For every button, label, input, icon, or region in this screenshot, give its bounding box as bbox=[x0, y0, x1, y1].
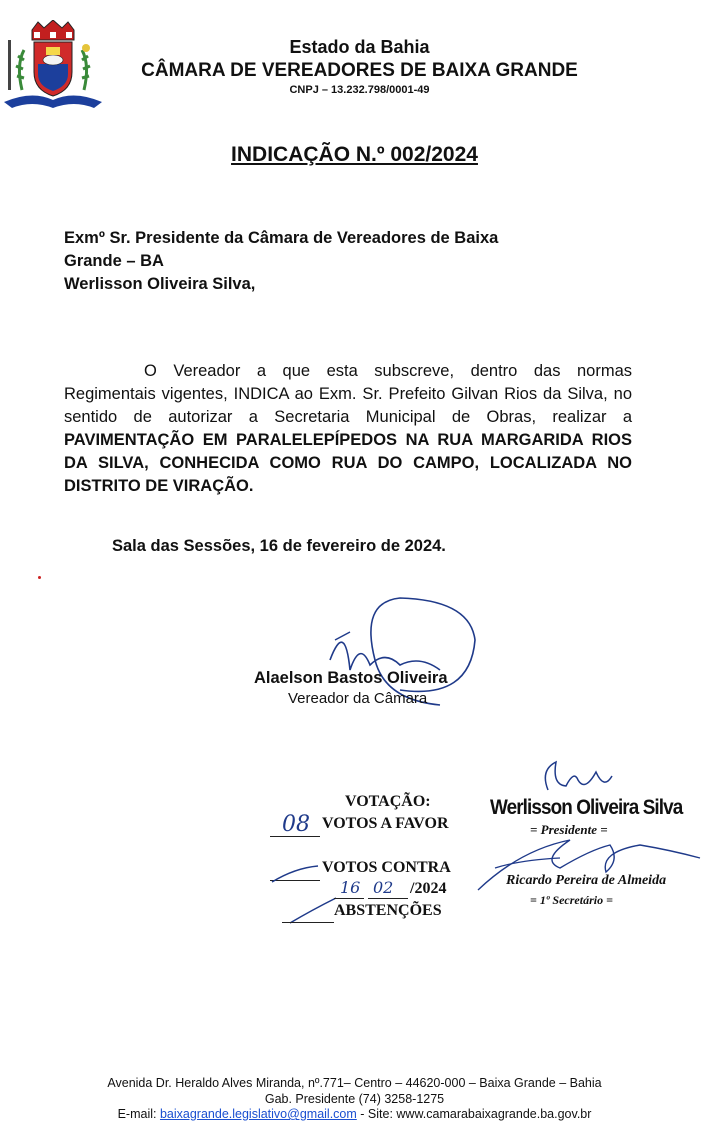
signer-role: Vereador da Câmara bbox=[288, 690, 428, 707]
document-title: INDICAÇÃO N.º 002/2024 bbox=[231, 143, 478, 166]
president-role: = Presidente = bbox=[530, 822, 608, 837]
abstentions-label: ABSTENÇÕES bbox=[334, 902, 442, 919]
footer-email-link[interactable]: baixagrande.legislativo@gmail.com bbox=[159, 1107, 357, 1121]
state-name: Estado da Bahia bbox=[289, 37, 430, 57]
votes-favor-value: 08 bbox=[282, 812, 310, 837]
footer-phone: Gab. Presidente (74) 3258-1275 bbox=[264, 1092, 445, 1106]
footer-email-label: E-mail: bbox=[117, 1107, 160, 1121]
body-intro: O Vereador a que esta subscreve, dentro das normas Regimentais vigentes, INDICA ao Exm. Sr. Prefeito Gilvan Rios da Silva, no sentido de autorizar a Secretaria Municipal de Obras, realizar a bbox=[64, 362, 632, 426]
vote-date-year: /2024 bbox=[410, 880, 447, 897]
vote-date-month: 02 bbox=[373, 878, 394, 897]
votes-favor-label: VOTOS A FAVOR bbox=[322, 815, 449, 832]
addressee-line-3: Werlisson Oliveira Silva, bbox=[64, 275, 256, 293]
addressee-line-2: Grande – BA bbox=[64, 252, 164, 270]
vote-date-day: 16 bbox=[340, 878, 361, 897]
stray-mark bbox=[38, 576, 41, 579]
footer-address: Avenida Dr. Heraldo Alves Miranda, nº.771– Centro – 44620-000 – Baixa Grande – Bahia bbox=[107, 1076, 602, 1090]
session-date: Sala das Sessões, 16 de fevereiro de 2024. bbox=[112, 537, 446, 555]
signer-name: Alaelson Bastos Oliveira bbox=[254, 669, 448, 687]
footer-site: - Site: www.camarabaixagrande.ba.gov.br bbox=[356, 1107, 592, 1121]
secretary-role: = 1º Secretário = bbox=[530, 893, 613, 907]
votes-contra-label: VOTOS CONTRA bbox=[322, 859, 451, 876]
chamber-name: CÂMARA DE VEREADORES DE BAIXA GRANDE bbox=[141, 60, 578, 81]
president-name: Werlisson Oliveira Silva bbox=[490, 796, 683, 819]
cnpj: CNPJ – 13.232.798/0001-49 bbox=[289, 84, 430, 96]
footer-contact bbox=[0, 1107, 709, 1121]
secretary-name: Ricardo Pereira de Almeida bbox=[506, 873, 667, 888]
body-bold: PAVIMENTAÇÃO EM PARALELEPÍPEDOS NA RUA MARGARIDA RIOS DA SILVA, CONHECIDA COMO RUA DO CAMPO, LOCALIZADA NO DISTRITO DE VIRAÇÃO. bbox=[64, 431, 632, 495]
voting-title: VOTAÇÃO: bbox=[345, 793, 431, 810]
addressee-line-1: Exmº Sr. Presidente da Câmara de Vereadores de Baixa bbox=[64, 229, 499, 247]
